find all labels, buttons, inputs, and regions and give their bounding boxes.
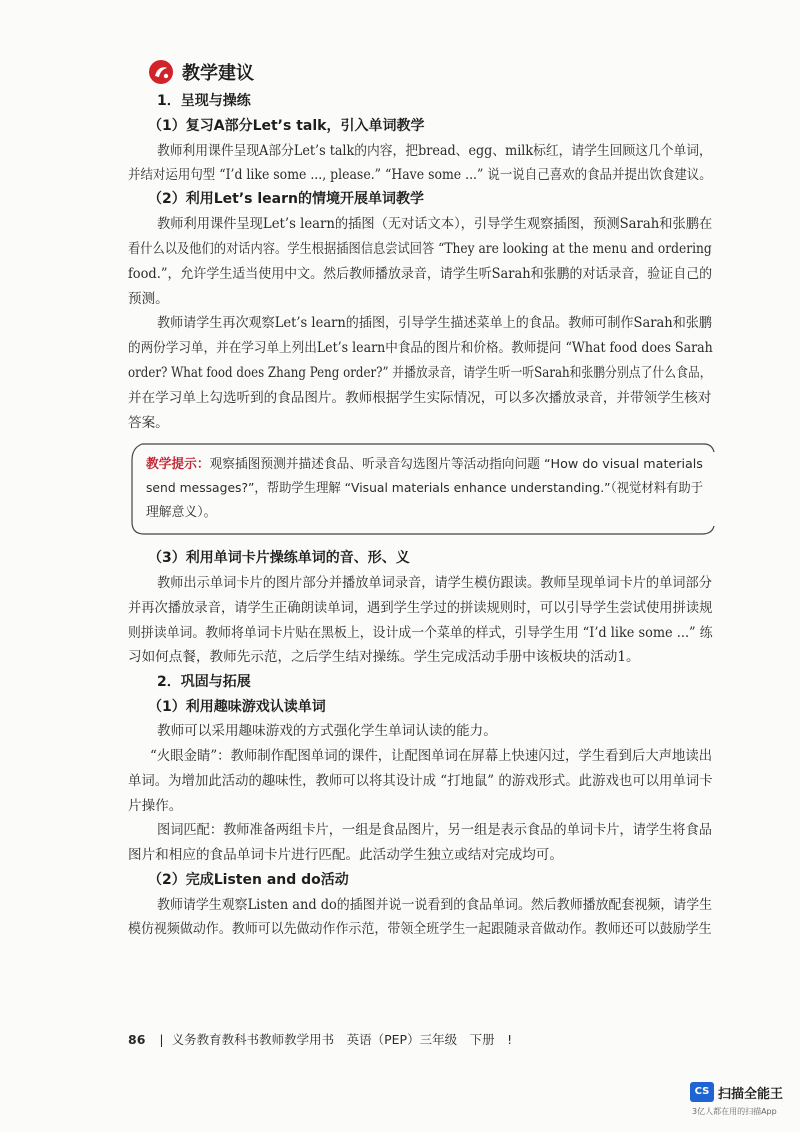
footer-separator: |	[159, 1032, 164, 1047]
paragraph-line: 教师可以采用趣味游戏的方式强化学生单词认读的能力。	[157, 723, 497, 739]
page-number: 86	[128, 1032, 146, 1047]
paragraph-line: 则拼读单词。教师将单词卡片贴在黑板上，设计成一个菜单的样式，引导学生用 “I’d like some ...” 练	[128, 625, 713, 641]
tip-line-3: 理解意义）。	[146, 505, 217, 520]
paragraph-line: 并再次播放录音，请学生正确朗读单词，遇到学生学过的拼读规则时，可以引导学生尝试使用拼读规	[128, 600, 713, 616]
paragraph-line: 片操作。	[128, 798, 183, 814]
section-heading	[148, 58, 254, 86]
paragraph-line: 教师请学生再次观察Let’s learn的插图，引导学生描述菜单上的食品。教师可制作Sarah和张鹏	[157, 315, 712, 331]
paragraph-line: 教师利用课件呈现Let’s learn的插图（无对话文本），引导学生观察插图，预测Sarah和张鹏在	[157, 216, 713, 232]
subheading-listen-and-do: （2）完成Listen and do活动	[148, 872, 349, 888]
paragraph-line: food.”，允许学生适当使用中文。然后教师播放录音，请学生听Sarah和张鹏的对话录音，验证自己的	[128, 266, 713, 282]
section-title: 教学建议	[182, 63, 254, 84]
paragraph-line: “火眼金睛”：教师制作配图单词的课件，让配图单词在屏幕上快速闪过，学生看到后大声地读出	[150, 748, 713, 764]
subheading-review-talk: （1）复习A部分Let’s talk，引入单词教学	[148, 118, 425, 134]
teaching-tip-box	[128, 438, 716, 540]
tip-line-2: send messages?”，帮助学生理解 “Visual materials enhance understanding.”（视觉材料有助于	[146, 481, 704, 496]
scanner-watermark	[690, 1080, 794, 1124]
camscanner-logo: CS	[690, 1082, 714, 1102]
paragraph-line: 预测。	[128, 291, 169, 307]
paragraph-line: 单词。为增加此活动的趣味性，教师可以将其设计成 “打地鼠” 的游戏形式。此游戏也可以用单词卡	[128, 773, 713, 789]
paragraph-line: 图片和相应的食品单词卡片进行匹配。此活动学生独立或结对完成均可。	[128, 847, 563, 863]
paragraph-line: 模仿视频做动作。教师可以先做动作作示范，带领全班学生一起跟随录音做动作。教师还可以鼓励学生	[128, 921, 712, 937]
watermark-tagline: 3亿人都在用的扫描App	[692, 1107, 777, 1116]
tip-line-1: 教学提示：观察插图预测并描述食品、听录音勾选图片等活动指向问题 “How do visual materials	[146, 457, 703, 472]
paragraph-line: 教师利用课件呈现A部分Let’s talk的内容，把bread、egg、milk标红，请学生回顾这几个单词，	[157, 143, 712, 159]
watermark-brand: 扫描全能王	[718, 1087, 784, 1102]
subheading-word-cards: （3）利用单词卡片操练单词的音、形、义	[148, 550, 410, 566]
paragraph-line: 看什么以及他们的对话内容。学生根据插图信息尝试回答 “They are looking at the menu and ordering	[128, 241, 712, 257]
subheading-lets-learn: （2）利用Let’s learn的情境开展单词教学	[148, 191, 424, 207]
tip-label: 教学提示：	[146, 457, 210, 472]
paragraph-line: 教师请学生观察Listen and do的插图并说一说看到的食品单词。然后教师播放配套视频，请学生	[157, 897, 713, 913]
heading-present-practice: 1．呈现与操练	[157, 93, 251, 109]
paragraph-line: 习如何点餐，教师先示范，之后学生结对操练。学生完成活动手册中该板块的活动1。	[128, 649, 640, 665]
heading-consolidate-extend: 2．巩固与拓展	[157, 674, 251, 690]
paragraph-line: 的两份学习单，并在学习单上列出Let’s learn中食品的图片和价格。教师提问 “What food does Sarah	[128, 340, 713, 356]
paragraph-line: order? What food does Zhang Peng order?” 并播放录音，请学生听一听Sarah和张鹏分别点了什么食品，	[128, 365, 712, 381]
subheading-fun-games: （1）利用趣味游戏认读单词	[148, 699, 326, 715]
teaching-suggestion-icon	[148, 59, 174, 85]
paragraph-line: 并结对运用句型 “I’d like some ..., please.” “Have some ...” 说一说自己喜欢的食品并提出饮食建议。	[128, 167, 712, 183]
page-footer	[128, 1030, 512, 1048]
book-title: 义务教育教科书教师教学用书 英语（PEP）三年级 下册 !	[171, 1032, 513, 1047]
paragraph-line: 图词匹配：教师准备两组卡片，一组是食品图片，另一组是表示食品的单词卡片，请学生将食品	[157, 822, 712, 838]
paragraph-line: 答案。	[128, 415, 169, 431]
paragraph-line: 教师出示单词卡片的图片部分并播放单词录音，请学生模仿跟读。教师呈现单词卡片的单词部分	[157, 575, 712, 591]
paragraph-line: 并在学习单上勾选听到的食品图片。教师根据学生实际情况，可以多次播放录音，并带领学生核对	[128, 390, 712, 406]
